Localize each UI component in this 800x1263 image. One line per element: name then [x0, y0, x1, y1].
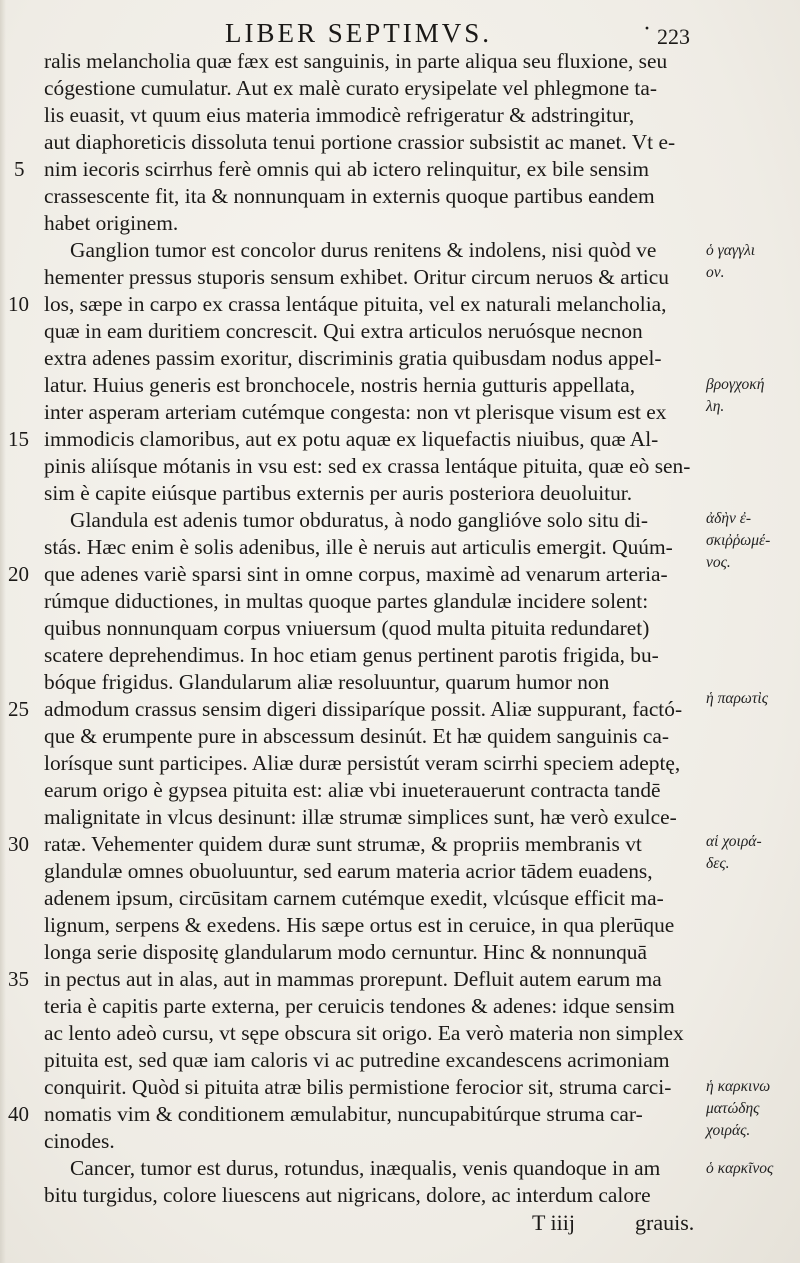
line-number: 5 — [14, 157, 25, 181]
text-line: inter asperam arteriam cutémque congesta: non vt plerisque visum est ex — [44, 400, 667, 424]
line-number: 40 — [8, 1102, 29, 1126]
text-line: lis euasit, vt quum eius materia immodicè refrigeratur & adstringitur, — [44, 103, 635, 127]
text-line: immodicis clamoribus, aut ex potu aquæ ex liquefactis niuibus, quæ Al- — [44, 427, 659, 451]
signature-mark: T iiij — [532, 1210, 575, 1235]
margin-gloss: βρογχοκή λη. — [706, 376, 765, 415]
text-line: habet originem. — [44, 211, 179, 235]
line-number: 10 — [8, 292, 29, 316]
margin-gloss: ἡ παρωτὶς — [706, 690, 768, 707]
text-line: pinis aliísque mótanis in vsu est: sed ex crassa lentáque pituita, quæ eò sen- — [44, 454, 691, 478]
text-line: cógestione cumulatur. Aut ex malè curato erysipelate vel phlegmone ta- — [44, 76, 657, 100]
text-line: bitu turgidus, colore liuescens aut nigricans, dolore, ac interdum calore — [44, 1183, 651, 1207]
text-line: cinodes. — [44, 1129, 115, 1153]
text-line: in pectus aut in alas, aut in mammas prorepunt. Defluit autem earum ma — [44, 967, 662, 991]
text-line: sim è capite eiúsque partibus externis per auris posteriora deuoluitur. — [44, 481, 633, 505]
text-line: que & erumpente pure in abscessum desinút. Et hæ quidem sanguinis ca- — [44, 724, 669, 748]
text-line: malignitate in vlcus desinunt: illæ strumæ simplices sunt, hæ verò exulce- — [44, 805, 677, 829]
line-number: 25 — [8, 697, 29, 721]
text-line: adenem ipsum, circūsitam carnem cutémque exedit, vlcúsque efficit ma- — [44, 886, 664, 910]
line-number: 20 — [8, 562, 29, 586]
line-number: 35 — [8, 967, 29, 991]
text-block — [0, 48, 800, 1207]
margin-gloss: ὁ καρκῖνος — [706, 1160, 774, 1177]
margin-gloss: αἱ χοιρά- δες. — [706, 833, 762, 872]
text-line: longa serie dispositę glandularum modo cernuntur. Hinc & nonnunquā — [44, 940, 647, 964]
running-title: LIBER SEPTIMVS. — [225, 18, 493, 48]
text-line: nomatis vim & conditionem æmulabitur, nuncupabitúrque struma car- — [44, 1102, 643, 1126]
text-line: crassescente fit, ita & nonnunquam in externis quoque partibus eandem — [44, 184, 655, 208]
text-line: rúmque diductiones, in multas quoque partes glandulæ incidere solent: — [44, 589, 649, 613]
text-line: los, sæpe in carpo ex crassa lentáque pituita, vel ex naturali melancholia, — [44, 292, 667, 316]
text-line: lorísque sunt participes. Aliæ duræ persistút veram scirrhi speciem adeptę, — [44, 751, 681, 775]
text-line: ralis melancholia quæ fæx est sanguinis, in parte aliqua seu fluxione, seu — [44, 49, 668, 73]
text-line: Cancer, tumor est durus, rotundus, inæqualis, venis quandoque in am — [70, 1156, 661, 1180]
text-line: que adenes variè sparsi sint in omne corpus, maximè ad venarum arteria- — [44, 562, 668, 586]
margin-gloss: ἡ καρκινω ματώδης χοιράς. — [706, 1078, 771, 1139]
text-line: scatere deprehendimus. In hoc etiam genus pertinent parotis frigida, bu- — [44, 643, 659, 667]
margin-gloss: ὁ γαγγλι ον. — [706, 242, 756, 281]
text-line: lignum, serpens & exedens. His sæpe ortus est in ceruice, in qua plerūque — [44, 913, 675, 937]
line-number: 15 — [8, 427, 29, 451]
text-line: teria è capitis parte externa, per ceruicis tendones & adenes: idque sensim — [44, 994, 675, 1018]
text-line: glandulæ omnes obuoluuntur, sed earum materia acrior tādem euadens, — [44, 859, 653, 883]
page-number: 223 — [657, 24, 690, 49]
text-line: latur. Huius generis est bronchocele, nostris hernia gutturis appellata, — [44, 373, 636, 397]
running-header — [0, 14, 800, 50]
text-line: earum origo è gypsea pituita est: aliæ vbi inueterauerunt contracta tandē — [44, 778, 661, 802]
page-footer — [0, 1210, 800, 1242]
text-line: ratæ. Vehementer quidem duræ sunt strumæ, & propriis membranis vt — [44, 832, 642, 856]
text-line: conquirit. Quòd si pituita atræ bilis permistione ferocior sit, struma carci- — [44, 1075, 672, 1099]
text-line: pituita est, sed quæ iam caloris vi ac putredine excandescens acrimoniam — [44, 1048, 670, 1072]
text-line: stás. Hæc enim è solis adenibus, ille è neruis aut articulis emergit. Quúm- — [44, 535, 673, 559]
text-line: extra adenes passim exoritur, discriminis gratia quibusdam nodus appel- — [44, 346, 662, 370]
text-line: hementer pressus stuporis sensum exhibet. Oritur circum neruos & articu — [44, 265, 669, 289]
header-dot: · — [643, 16, 651, 42]
line-number: 30 — [8, 832, 29, 856]
text-line: aut diaphoreticis dissoluta tenui portione crassior subsistit ac manet. Vt e- — [44, 130, 676, 154]
text-line: quæ in eam duritiem concrescit. Qui extra articulos neruósque necnon — [44, 319, 643, 343]
margin-gloss: ἀδὴν ἐ- σκιῤῥωμέ- νος. — [706, 510, 771, 571]
text-line: bóque frigidus. Glandularum aliæ resoluuntur, quarum humor non — [44, 670, 610, 694]
text-line: ac lento adeò cursu, vt sępe obscura sit origo. Ea verò materia non simplex — [44, 1021, 684, 1045]
text-line: quibus nonnunquam corpus vniuersum (quod multa pituita redundaret) — [44, 616, 650, 640]
text-line: Glandula est adenis tumor obduratus, à nodo ganglióve solo situ di- — [70, 508, 649, 532]
text-line: Ganglion tumor est concolor durus renitens & indolens, nisi quòd ve — [70, 238, 657, 262]
text-line: nim iecoris scirrhus ferè omnis qui ab ictero relinquitur, ex bile sensim — [44, 157, 650, 181]
catchword: grauis. — [635, 1210, 695, 1235]
text-line: admodum crassus sensim digeri dissiparíque possit. Aliæ suppurant, factó- — [44, 697, 683, 721]
